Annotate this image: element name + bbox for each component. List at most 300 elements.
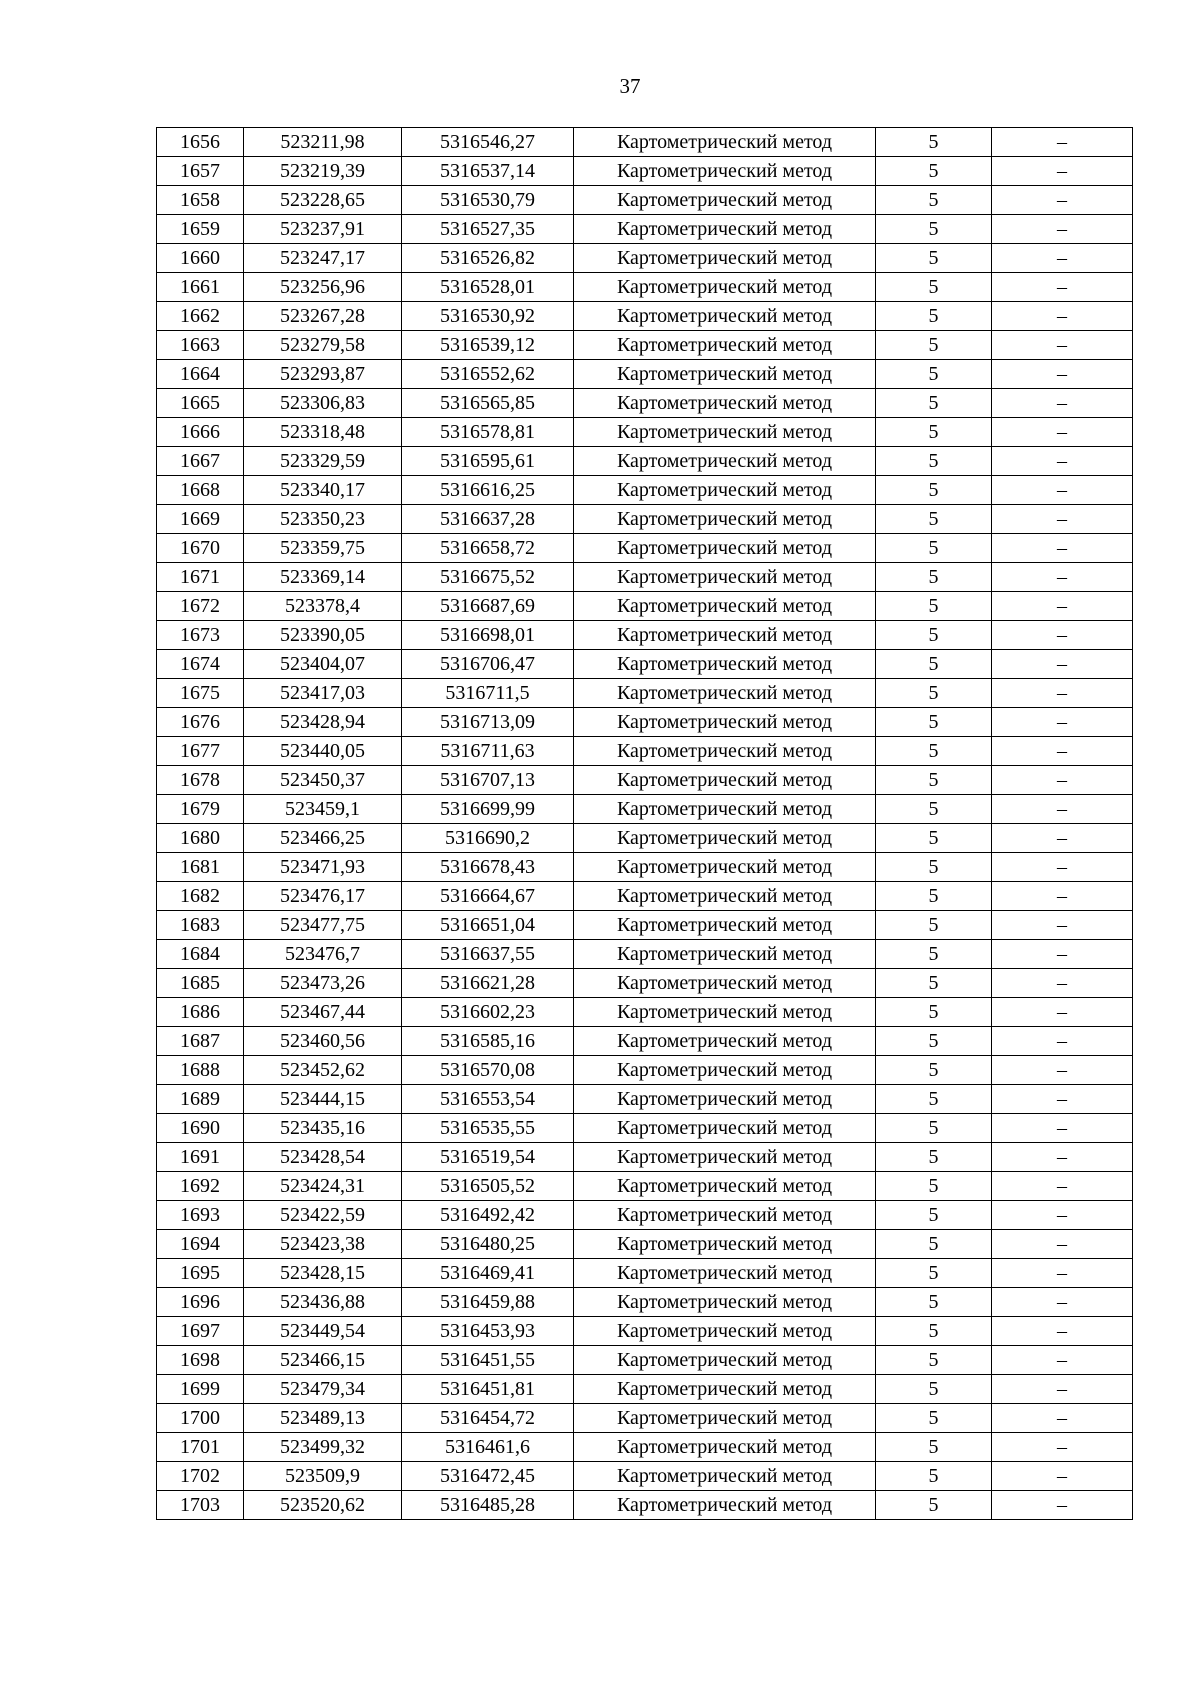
x-coordinate-cell: 523444,15 (244, 1085, 402, 1114)
x-coordinate-cell: 523228,65 (244, 186, 402, 215)
method-cell: Картометрический метод (574, 1404, 876, 1433)
point-number-cell: 1695 (157, 1259, 244, 1288)
method-cell: Картометрический метод (574, 621, 876, 650)
y-coordinate-cell: 5316698,01 (402, 621, 574, 650)
table-row (157, 215, 1133, 244)
point-number-cell: 1685 (157, 969, 244, 998)
point-number-cell: 1665 (157, 389, 244, 418)
x-coordinate-cell: 523424,31 (244, 1172, 402, 1201)
accuracy-cell: 5 (876, 1172, 992, 1201)
accuracy-cell: 5 (876, 1404, 992, 1433)
y-coordinate-cell: 5316621,28 (402, 969, 574, 998)
x-coordinate-cell: 523211,98 (244, 128, 402, 157)
method-cell: Картометрический метод (574, 1027, 876, 1056)
method-cell: Картометрический метод (574, 1201, 876, 1230)
accuracy-cell: 5 (876, 708, 992, 737)
point-number-cell: 1686 (157, 998, 244, 1027)
table-row (157, 650, 1133, 679)
table-row (157, 128, 1133, 157)
method-cell: Картометрический метод (574, 505, 876, 534)
x-coordinate-cell: 523476,17 (244, 882, 402, 911)
accuracy-cell: 5 (876, 244, 992, 273)
table-row (157, 853, 1133, 882)
x-coordinate-cell: 523306,83 (244, 389, 402, 418)
accuracy-cell: 5 (876, 824, 992, 853)
y-coordinate-cell: 5316553,54 (402, 1085, 574, 1114)
table-row (157, 1230, 1133, 1259)
x-coordinate-cell: 523378,4 (244, 592, 402, 621)
accuracy-cell: 5 (876, 1317, 992, 1346)
table-row (157, 1491, 1133, 1520)
table-row (157, 1056, 1133, 1085)
point-number-cell: 1666 (157, 418, 244, 447)
x-coordinate-cell: 523404,07 (244, 650, 402, 679)
accuracy-cell: 5 (876, 621, 992, 650)
x-coordinate-cell: 523450,37 (244, 766, 402, 795)
y-coordinate-cell: 5316451,55 (402, 1346, 574, 1375)
note-cell: – (992, 331, 1133, 360)
note-cell: – (992, 1114, 1133, 1143)
y-coordinate-cell: 5316492,42 (402, 1201, 574, 1230)
note-cell: – (992, 389, 1133, 418)
note-cell: – (992, 592, 1133, 621)
x-coordinate-cell: 523466,25 (244, 824, 402, 853)
y-coordinate-cell: 5316570,08 (402, 1056, 574, 1085)
method-cell: Картометрический метод (574, 157, 876, 186)
method-cell: Картометрический метод (574, 389, 876, 418)
note-cell: – (992, 215, 1133, 244)
point-number-cell: 1703 (157, 1491, 244, 1520)
method-cell: Картометрический метод (574, 969, 876, 998)
table-row (157, 1317, 1133, 1346)
y-coordinate-cell: 5316711,63 (402, 737, 574, 766)
note-cell: – (992, 1259, 1133, 1288)
point-number-cell: 1702 (157, 1462, 244, 1491)
accuracy-cell: 5 (876, 1230, 992, 1259)
x-coordinate-cell: 523436,88 (244, 1288, 402, 1317)
accuracy-cell: 5 (876, 360, 992, 389)
accuracy-cell: 5 (876, 186, 992, 215)
x-coordinate-cell: 523467,44 (244, 998, 402, 1027)
y-coordinate-cell: 5316472,45 (402, 1462, 574, 1491)
accuracy-cell: 5 (876, 418, 992, 447)
note-cell: – (992, 650, 1133, 679)
note-cell: – (992, 940, 1133, 969)
point-number-cell: 1692 (157, 1172, 244, 1201)
y-coordinate-cell: 5316461,6 (402, 1433, 574, 1462)
table-row (157, 1375, 1133, 1404)
x-coordinate-cell: 523476,7 (244, 940, 402, 969)
note-cell: – (992, 157, 1133, 186)
note-cell: – (992, 969, 1133, 998)
accuracy-cell: 5 (876, 1346, 992, 1375)
table-row (157, 186, 1133, 215)
x-coordinate-cell: 523428,15 (244, 1259, 402, 1288)
point-number-cell: 1670 (157, 534, 244, 563)
point-number-cell: 1684 (157, 940, 244, 969)
x-coordinate-cell: 523440,05 (244, 737, 402, 766)
note-cell: – (992, 418, 1133, 447)
accuracy-cell: 5 (876, 998, 992, 1027)
method-cell: Картометрический метод (574, 1085, 876, 1114)
point-number-cell: 1669 (157, 505, 244, 534)
point-number-cell: 1656 (157, 128, 244, 157)
x-coordinate-cell: 523329,59 (244, 447, 402, 476)
method-cell: Картометрический метод (574, 273, 876, 302)
method-cell: Картометрический метод (574, 737, 876, 766)
accuracy-cell: 5 (876, 1143, 992, 1172)
y-coordinate-cell: 5316637,28 (402, 505, 574, 534)
y-coordinate-cell: 5316552,62 (402, 360, 574, 389)
accuracy-cell: 5 (876, 940, 992, 969)
method-cell: Картометрический метод (574, 476, 876, 505)
accuracy-cell: 5 (876, 737, 992, 766)
table-row (157, 476, 1133, 505)
method-cell: Картометрический метод (574, 1056, 876, 1085)
y-coordinate-cell: 5316637,55 (402, 940, 574, 969)
table-row (157, 766, 1133, 795)
note-cell: – (992, 853, 1133, 882)
x-coordinate-cell: 523369,14 (244, 563, 402, 592)
accuracy-cell: 5 (876, 969, 992, 998)
point-number-cell: 1689 (157, 1085, 244, 1114)
method-cell: Картометрический метод (574, 215, 876, 244)
method-cell: Картометрический метод (574, 882, 876, 911)
note-cell: – (992, 302, 1133, 331)
method-cell: Картометрический метод (574, 1288, 876, 1317)
method-cell: Картометрический метод (574, 1172, 876, 1201)
accuracy-cell: 5 (876, 1433, 992, 1462)
point-number-cell: 1660 (157, 244, 244, 273)
point-number-cell: 1694 (157, 1230, 244, 1259)
note-cell: – (992, 679, 1133, 708)
y-coordinate-cell: 5316687,69 (402, 592, 574, 621)
y-coordinate-cell: 5316585,16 (402, 1027, 574, 1056)
y-coordinate-cell: 5316530,79 (402, 186, 574, 215)
note-cell: – (992, 998, 1133, 1027)
point-number-cell: 1664 (157, 360, 244, 389)
note-cell: – (992, 447, 1133, 476)
point-number-cell: 1663 (157, 331, 244, 360)
method-cell: Картометрический метод (574, 1317, 876, 1346)
y-coordinate-cell: 5316528,01 (402, 273, 574, 302)
note-cell: – (992, 186, 1133, 215)
accuracy-cell: 5 (876, 157, 992, 186)
method-cell: Картометрический метод (574, 128, 876, 157)
accuracy-cell: 5 (876, 1491, 992, 1520)
point-number-cell: 1673 (157, 621, 244, 650)
point-number-cell: 1657 (157, 157, 244, 186)
table-row (157, 592, 1133, 621)
y-coordinate-cell: 5316699,99 (402, 795, 574, 824)
method-cell: Картометрический метод (574, 1346, 876, 1375)
table-row (157, 418, 1133, 447)
accuracy-cell: 5 (876, 215, 992, 244)
x-coordinate-cell: 523449,54 (244, 1317, 402, 1346)
method-cell: Картометрический метод (574, 331, 876, 360)
method-cell: Картометрический метод (574, 360, 876, 389)
x-coordinate-cell: 523466,15 (244, 1346, 402, 1375)
table-row (157, 1462, 1133, 1491)
accuracy-cell: 5 (876, 331, 992, 360)
x-coordinate-cell: 523237,91 (244, 215, 402, 244)
x-coordinate-cell: 523247,17 (244, 244, 402, 273)
table-row (157, 1288, 1133, 1317)
x-coordinate-cell: 523293,87 (244, 360, 402, 389)
accuracy-cell: 5 (876, 1056, 992, 1085)
accuracy-cell: 5 (876, 882, 992, 911)
x-coordinate-cell: 523219,39 (244, 157, 402, 186)
x-coordinate-cell: 523459,1 (244, 795, 402, 824)
method-cell: Картометрический метод (574, 447, 876, 476)
note-cell: – (992, 1230, 1133, 1259)
point-number-cell: 1701 (157, 1433, 244, 1462)
point-number-cell: 1662 (157, 302, 244, 331)
method-cell: Картометрический метод (574, 534, 876, 563)
table-row (157, 1346, 1133, 1375)
method-cell: Картометрический метод (574, 940, 876, 969)
accuracy-cell: 5 (876, 563, 992, 592)
method-cell: Картометрический метод (574, 650, 876, 679)
x-coordinate-cell: 523422,59 (244, 1201, 402, 1230)
y-coordinate-cell: 5316595,61 (402, 447, 574, 476)
y-coordinate-cell: 5316451,81 (402, 1375, 574, 1404)
table-row (157, 1114, 1133, 1143)
x-coordinate-cell: 523477,75 (244, 911, 402, 940)
accuracy-cell: 5 (876, 1462, 992, 1491)
x-coordinate-cell: 523340,17 (244, 476, 402, 505)
y-coordinate-cell: 5316675,52 (402, 563, 574, 592)
x-coordinate-cell: 523509,9 (244, 1462, 402, 1491)
accuracy-cell: 5 (876, 505, 992, 534)
x-coordinate-cell: 523452,62 (244, 1056, 402, 1085)
method-cell: Картометрический метод (574, 1433, 876, 1462)
accuracy-cell: 5 (876, 302, 992, 331)
point-number-cell: 1696 (157, 1288, 244, 1317)
accuracy-cell: 5 (876, 650, 992, 679)
table-row (157, 1259, 1133, 1288)
accuracy-cell: 5 (876, 447, 992, 476)
table-row (157, 1433, 1133, 1462)
y-coordinate-cell: 5316535,55 (402, 1114, 574, 1143)
x-coordinate-cell: 523428,54 (244, 1143, 402, 1172)
x-coordinate-cell: 523489,13 (244, 1404, 402, 1433)
x-coordinate-cell: 523390,05 (244, 621, 402, 650)
x-coordinate-cell: 523428,94 (244, 708, 402, 737)
coordinates-table-body (157, 128, 1133, 1520)
y-coordinate-cell: 5316711,5 (402, 679, 574, 708)
y-coordinate-cell: 5316505,52 (402, 1172, 574, 1201)
method-cell: Картометрический метод (574, 1143, 876, 1172)
method-cell: Картометрический метод (574, 853, 876, 882)
point-number-cell: 1667 (157, 447, 244, 476)
x-coordinate-cell: 523417,03 (244, 679, 402, 708)
x-coordinate-cell: 523279,58 (244, 331, 402, 360)
x-coordinate-cell: 523471,93 (244, 853, 402, 882)
point-number-cell: 1699 (157, 1375, 244, 1404)
accuracy-cell: 5 (876, 911, 992, 940)
y-coordinate-cell: 5316707,13 (402, 766, 574, 795)
note-cell: – (992, 128, 1133, 157)
y-coordinate-cell: 5316546,27 (402, 128, 574, 157)
note-cell: – (992, 1288, 1133, 1317)
note-cell: – (992, 1056, 1133, 1085)
y-coordinate-cell: 5316602,23 (402, 998, 574, 1027)
method-cell: Картометрический метод (574, 795, 876, 824)
note-cell: – (992, 273, 1133, 302)
accuracy-cell: 5 (876, 679, 992, 708)
y-coordinate-cell: 5316530,92 (402, 302, 574, 331)
point-number-cell: 1681 (157, 853, 244, 882)
method-cell: Картометрический метод (574, 418, 876, 447)
y-coordinate-cell: 5316527,35 (402, 215, 574, 244)
y-coordinate-cell: 5316706,47 (402, 650, 574, 679)
x-coordinate-cell: 523435,16 (244, 1114, 402, 1143)
accuracy-cell: 5 (876, 128, 992, 157)
point-number-cell: 1678 (157, 766, 244, 795)
y-coordinate-cell: 5316616,25 (402, 476, 574, 505)
page-number: 37 (619, 74, 641, 98)
table-row (157, 447, 1133, 476)
point-number-cell: 1679 (157, 795, 244, 824)
method-cell: Картометрический метод (574, 998, 876, 1027)
y-coordinate-cell: 5316664,67 (402, 882, 574, 911)
x-coordinate-cell: 523520,62 (244, 1491, 402, 1520)
y-coordinate-cell: 5316469,41 (402, 1259, 574, 1288)
table-row (157, 824, 1133, 853)
x-coordinate-cell: 523460,56 (244, 1027, 402, 1056)
method-cell: Картометрический метод (574, 186, 876, 215)
accuracy-cell: 5 (876, 766, 992, 795)
note-cell: – (992, 1375, 1133, 1404)
x-coordinate-cell: 523359,75 (244, 534, 402, 563)
point-number-cell: 1659 (157, 215, 244, 244)
table-row (157, 882, 1133, 911)
accuracy-cell: 5 (876, 273, 992, 302)
accuracy-cell: 5 (876, 1201, 992, 1230)
note-cell: – (992, 1346, 1133, 1375)
table-row (157, 940, 1133, 969)
method-cell: Картометрический метод (574, 1375, 876, 1404)
point-number-cell: 1674 (157, 650, 244, 679)
point-number-cell: 1698 (157, 1346, 244, 1375)
method-cell: Картометрический метод (574, 1491, 876, 1520)
y-coordinate-cell: 5316658,72 (402, 534, 574, 563)
point-number-cell: 1683 (157, 911, 244, 940)
note-cell: – (992, 534, 1133, 563)
method-cell: Картометрический метод (574, 592, 876, 621)
accuracy-cell: 5 (876, 1288, 992, 1317)
x-coordinate-cell: 523479,34 (244, 1375, 402, 1404)
table-row (157, 1143, 1133, 1172)
method-cell: Картометрический метод (574, 708, 876, 737)
note-cell: – (992, 795, 1133, 824)
y-coordinate-cell: 5316578,81 (402, 418, 574, 447)
y-coordinate-cell: 5316537,14 (402, 157, 574, 186)
method-cell: Картометрический метод (574, 1114, 876, 1143)
table-row (157, 563, 1133, 592)
table-row (157, 1201, 1133, 1230)
table-row (157, 795, 1133, 824)
accuracy-cell: 5 (876, 853, 992, 882)
accuracy-cell: 5 (876, 592, 992, 621)
method-cell: Картометрический метод (574, 911, 876, 940)
accuracy-cell: 5 (876, 534, 992, 563)
accuracy-cell: 5 (876, 1085, 992, 1114)
table-row (157, 157, 1133, 186)
y-coordinate-cell: 5316454,72 (402, 1404, 574, 1433)
table-row (157, 360, 1133, 389)
y-coordinate-cell: 5316690,2 (402, 824, 574, 853)
point-number-cell: 1691 (157, 1143, 244, 1172)
note-cell: – (992, 766, 1133, 795)
note-cell: – (992, 1172, 1133, 1201)
method-cell: Картометрический метод (574, 1259, 876, 1288)
note-cell: – (992, 1027, 1133, 1056)
note-cell: – (992, 911, 1133, 940)
note-cell: – (992, 1143, 1133, 1172)
y-coordinate-cell: 5316713,09 (402, 708, 574, 737)
point-number-cell: 1680 (157, 824, 244, 853)
y-coordinate-cell: 5316480,25 (402, 1230, 574, 1259)
point-number-cell: 1700 (157, 1404, 244, 1433)
accuracy-cell: 5 (876, 1375, 992, 1404)
point-number-cell: 1682 (157, 882, 244, 911)
x-coordinate-cell: 523256,96 (244, 273, 402, 302)
note-cell: – (992, 621, 1133, 650)
table-row (157, 1172, 1133, 1201)
note-cell: – (992, 1462, 1133, 1491)
y-coordinate-cell: 5316565,85 (402, 389, 574, 418)
point-number-cell: 1693 (157, 1201, 244, 1230)
note-cell: – (992, 1317, 1133, 1346)
table-row (157, 679, 1133, 708)
x-coordinate-cell: 523423,38 (244, 1230, 402, 1259)
point-number-cell: 1658 (157, 186, 244, 215)
table-row (157, 389, 1133, 418)
y-coordinate-cell: 5316453,93 (402, 1317, 574, 1346)
note-cell: – (992, 824, 1133, 853)
note-cell: – (992, 1433, 1133, 1462)
table-row (157, 911, 1133, 940)
accuracy-cell: 5 (876, 476, 992, 505)
method-cell: Картометрический метод (574, 679, 876, 708)
method-cell: Картометрический метод (574, 766, 876, 795)
point-number-cell: 1671 (157, 563, 244, 592)
note-cell: – (992, 1404, 1133, 1433)
accuracy-cell: 5 (876, 1114, 992, 1143)
point-number-cell: 1690 (157, 1114, 244, 1143)
y-coordinate-cell: 5316485,28 (402, 1491, 574, 1520)
x-coordinate-cell: 523499,32 (244, 1433, 402, 1462)
table-row (157, 737, 1133, 766)
note-cell: – (992, 708, 1133, 737)
point-number-cell: 1688 (157, 1056, 244, 1085)
table-row (157, 1404, 1133, 1433)
table-row (157, 1085, 1133, 1114)
note-cell: – (992, 1085, 1133, 1114)
note-cell: – (992, 563, 1133, 592)
point-number-cell: 1697 (157, 1317, 244, 1346)
coordinates-table (156, 127, 1133, 1520)
table-row (157, 621, 1133, 650)
note-cell: – (992, 1201, 1133, 1230)
point-number-cell: 1676 (157, 708, 244, 737)
table-row (157, 505, 1133, 534)
x-coordinate-cell: 523318,48 (244, 418, 402, 447)
point-number-cell: 1687 (157, 1027, 244, 1056)
method-cell: Картометрический метод (574, 563, 876, 592)
